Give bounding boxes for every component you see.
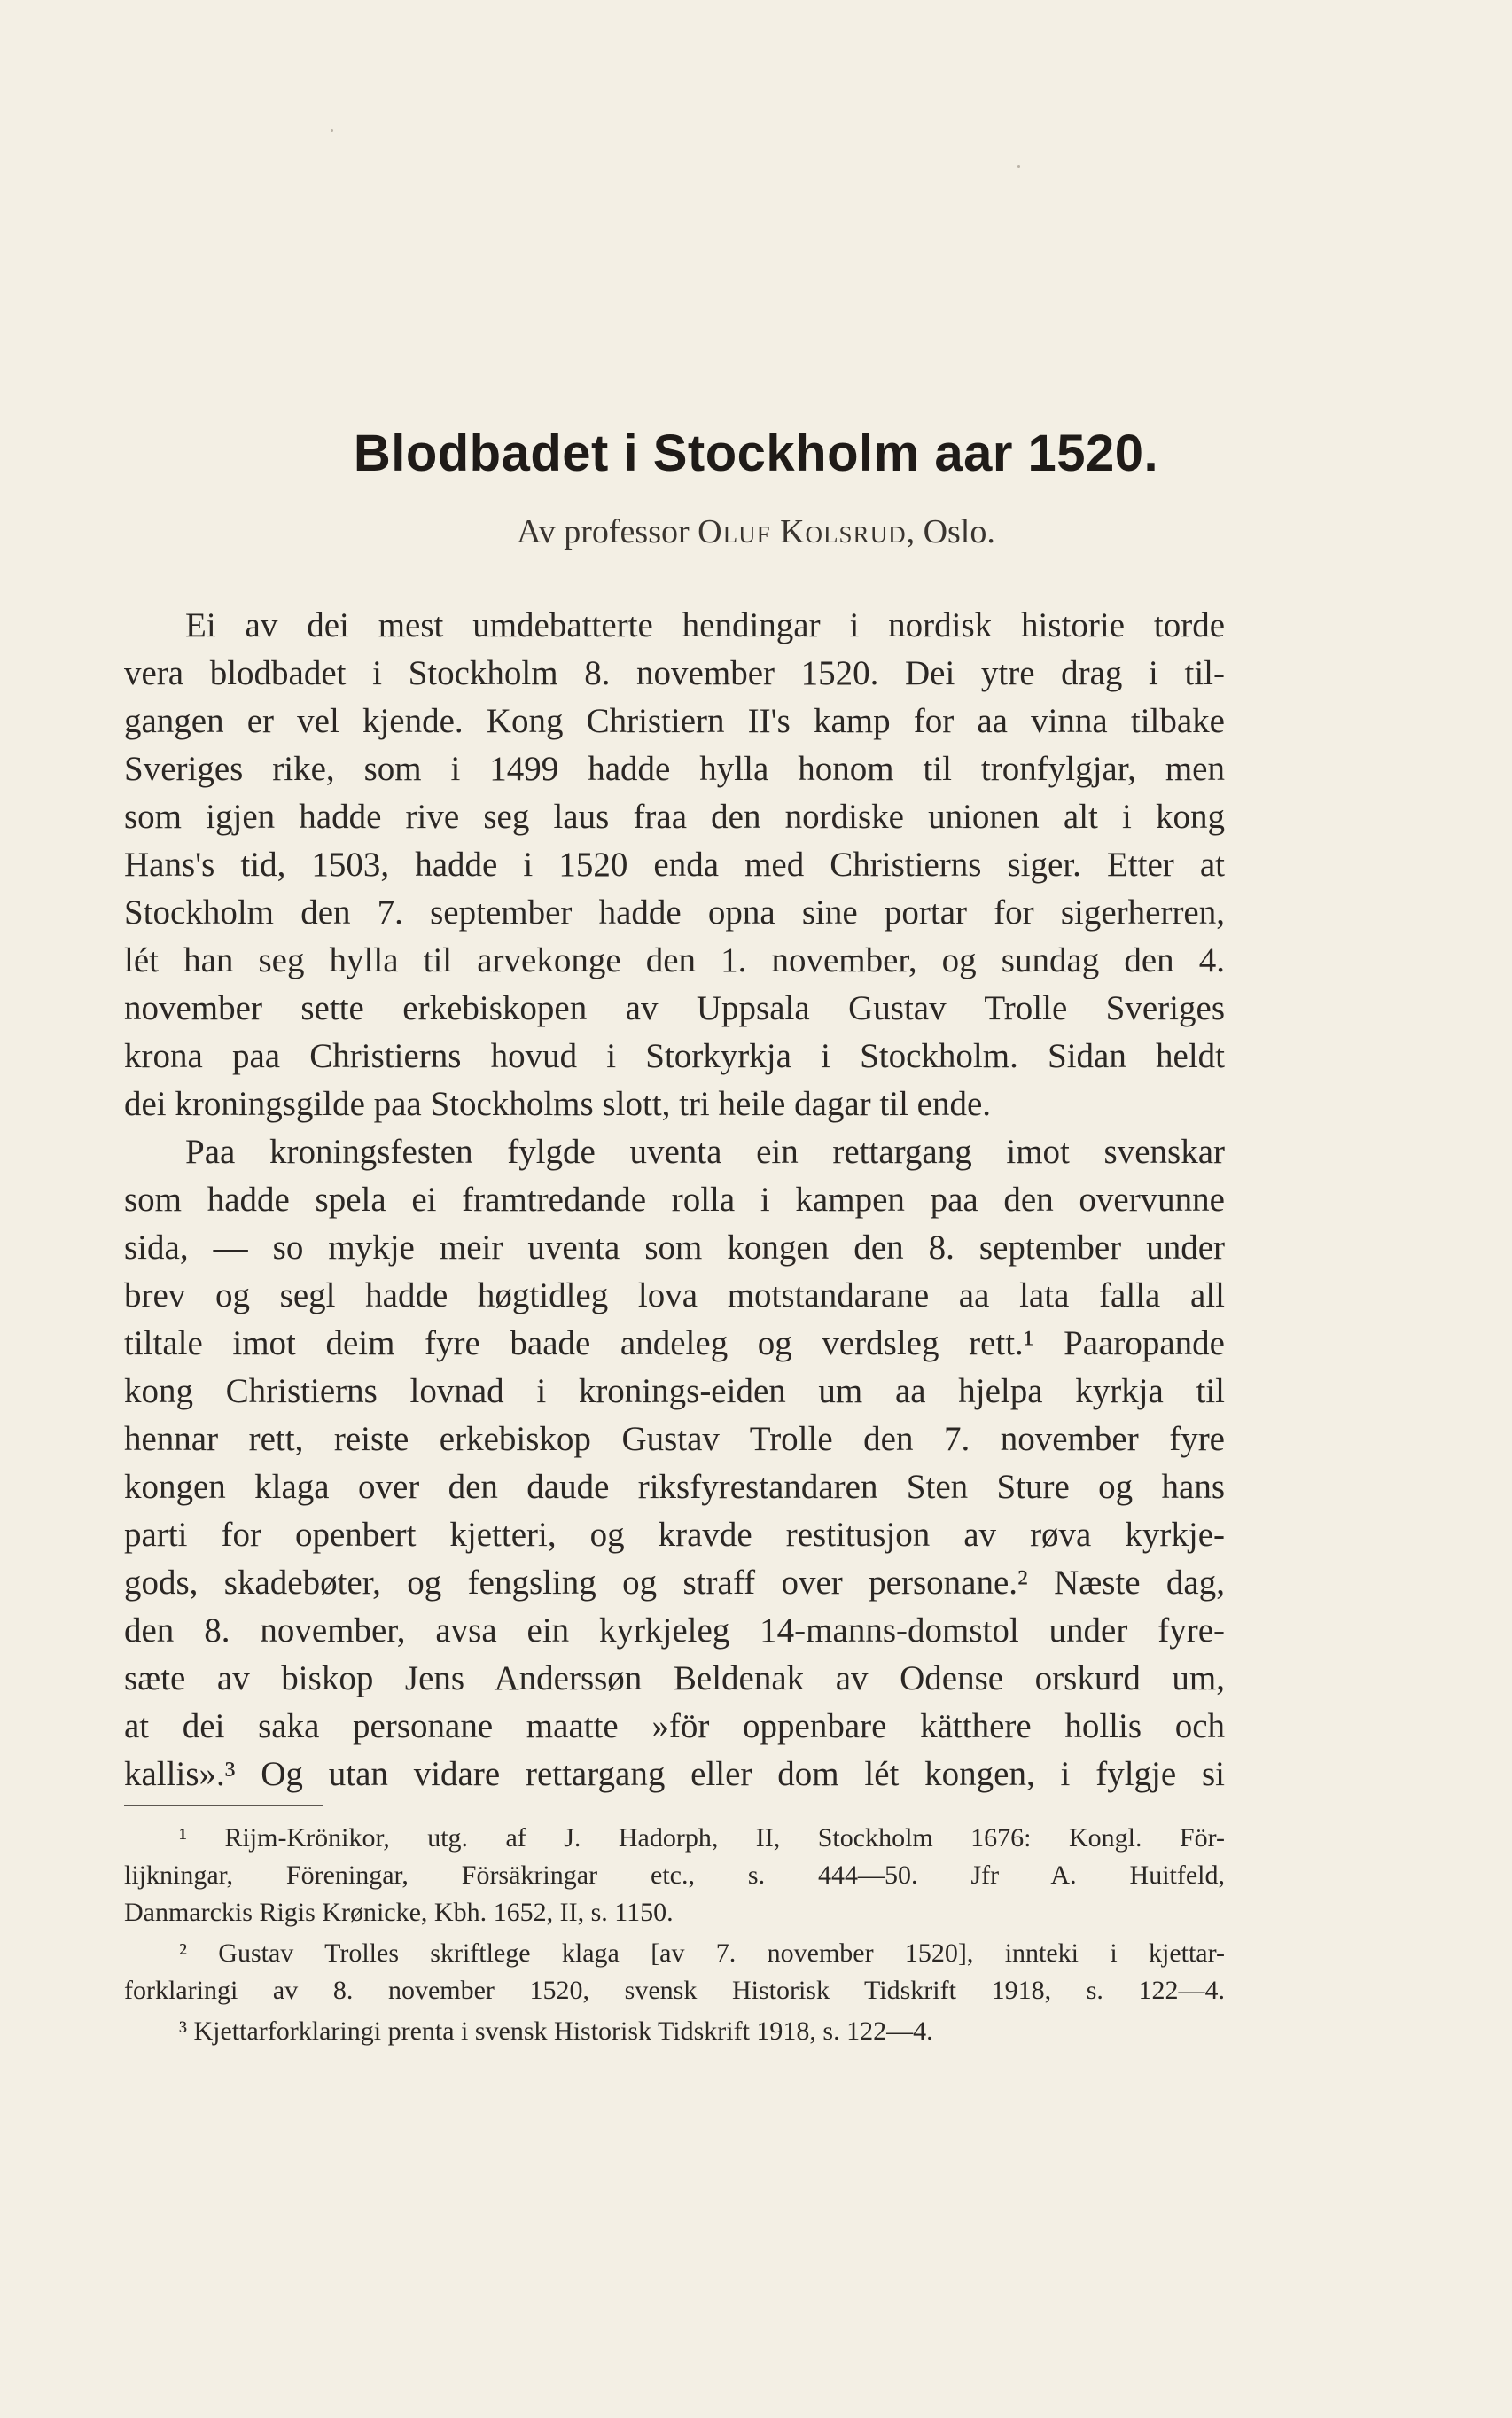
body-line: Paa kroningsfesten fylgde uventa ein rettargang imot svenskar: [185, 1133, 1225, 1171]
body-line: tiltale imot deim fyre baade andeleg og verdsleg rett.¹ Paaropande: [124, 1324, 1225, 1362]
body-line: som hadde spela ei framtredande rolla i kampen paa den overvunne: [124, 1181, 1225, 1219]
body-line: lét han seg hylla til arvekonge den 1. november, og sundag den 4.: [124, 941, 1225, 979]
footnote-line: Danmarckis Rigis Krønicke, Kbh. 1652, II, s. 1150.: [124, 1898, 674, 1927]
byline: [0, 512, 1512, 551]
body-line: at dei saka personane maatte »för oppenbare kätthere hollis och: [124, 1707, 1225, 1745]
footnote-line: ² Gustav Trolles skriftlege klaga [av 7. november 1520], innteki i kjettar-: [179, 1938, 1225, 1968]
body-line: parti for openbert kjetteri, og kravde restitusjon av røva kyrkje-: [124, 1516, 1225, 1554]
body-line: som igjen hadde rive seg laus fraa den nordiske unionen alt i kong: [124, 798, 1225, 836]
body-line: gangen er vel kjende. Kong Christiern II's kamp for aa vinna tilbake: [124, 702, 1225, 740]
body-line: kong Christierns lovnad i kronings-eiden um aa hjelpa kyrkja til: [124, 1372, 1225, 1410]
body-line: dei kroningsgilde paa Stockholms slott, tri heile dagar til ende.: [124, 1085, 992, 1123]
footnote-line: forklaringi av 8. november 1520, svensk Historisk Tidskrift 1918, s. 122—4.: [124, 1976, 1225, 2005]
body-line: vera blodbadet i Stockholm 8. november 1520. Dei ytre drag i til-: [124, 654, 1225, 692]
paper-speck: [1017, 165, 1020, 168]
body-line: sida, — so mykje meir uventa som kongen den 8. september under: [124, 1228, 1225, 1267]
footnote-line: ³ Kjettarforklaringi prenta i svensk Historisk Tidskrift 1918, s. 122—4.: [179, 2016, 933, 2046]
byline-suffix: , Oslo.: [906, 513, 995, 550]
body-line: kongen klaga over den daude riksfyrestandaren Sten Sture og hans: [124, 1468, 1225, 1506]
author-name: Oluf Kolsrud: [698, 513, 907, 550]
body-line: brev og segl hadde høgtidleg lova motstandarane aa lata falla all: [124, 1276, 1225, 1314]
body-line: Ei av dei mest umdebatterte hendingar i nordisk historie torde: [185, 606, 1225, 644]
article-title: Blodbadet i Stockholm aar 1520.: [353, 425, 1159, 482]
footnote-line: lijkningar, Föreningar, Försäkringar etc., s. 444—50. Jfr A. Huitfeld,: [124, 1860, 1225, 1890]
byline-prefix: Av professor: [517, 513, 690, 550]
body-line: den 8. november, avsa ein kyrkjeleg 14-manns-domstol under fyre-: [124, 1611, 1225, 1650]
footnote-divider: [124, 1805, 323, 1806]
body-line: hennar rett, reiste erkebiskop Gustav Trolle den 7. november fyre: [124, 1420, 1225, 1458]
body-line: Stockholm den 7. september hadde opna sine portar for sigerherren,: [124, 893, 1225, 932]
paper-speck: [331, 129, 333, 132]
body-line: krona paa Christierns hovud i Storkyrkja i Stockholm. Sidan heldt: [124, 1037, 1225, 1075]
body-line: sæte av biskop Jens Anderssøn Beldenak av Odense orskurd um,: [124, 1659, 1225, 1697]
body-line: gods, skadebøter, og fengsling og straff over personane.² Næste dag,: [124, 1564, 1225, 1602]
footnote-line: ¹ Rijm-Krönikor, utg. af J. Hadorph, II, Stockholm 1676: Kongl. För-: [179, 1823, 1225, 1852]
body-line: Hans's tid, 1503, hadde i 1520 enda med Christierns siger. Etter at: [124, 846, 1225, 884]
body-line: november sette erkebiskopen av Uppsala Gustav Trolle Sveriges: [124, 989, 1225, 1027]
body-line: Sveriges rike, som i 1499 hadde hylla honom til tronfylgjar, men: [124, 750, 1225, 788]
body-line: kallis».³ Og utan vidare rettargang eller dom lét kongen, i fylgje si: [124, 1755, 1225, 1793]
